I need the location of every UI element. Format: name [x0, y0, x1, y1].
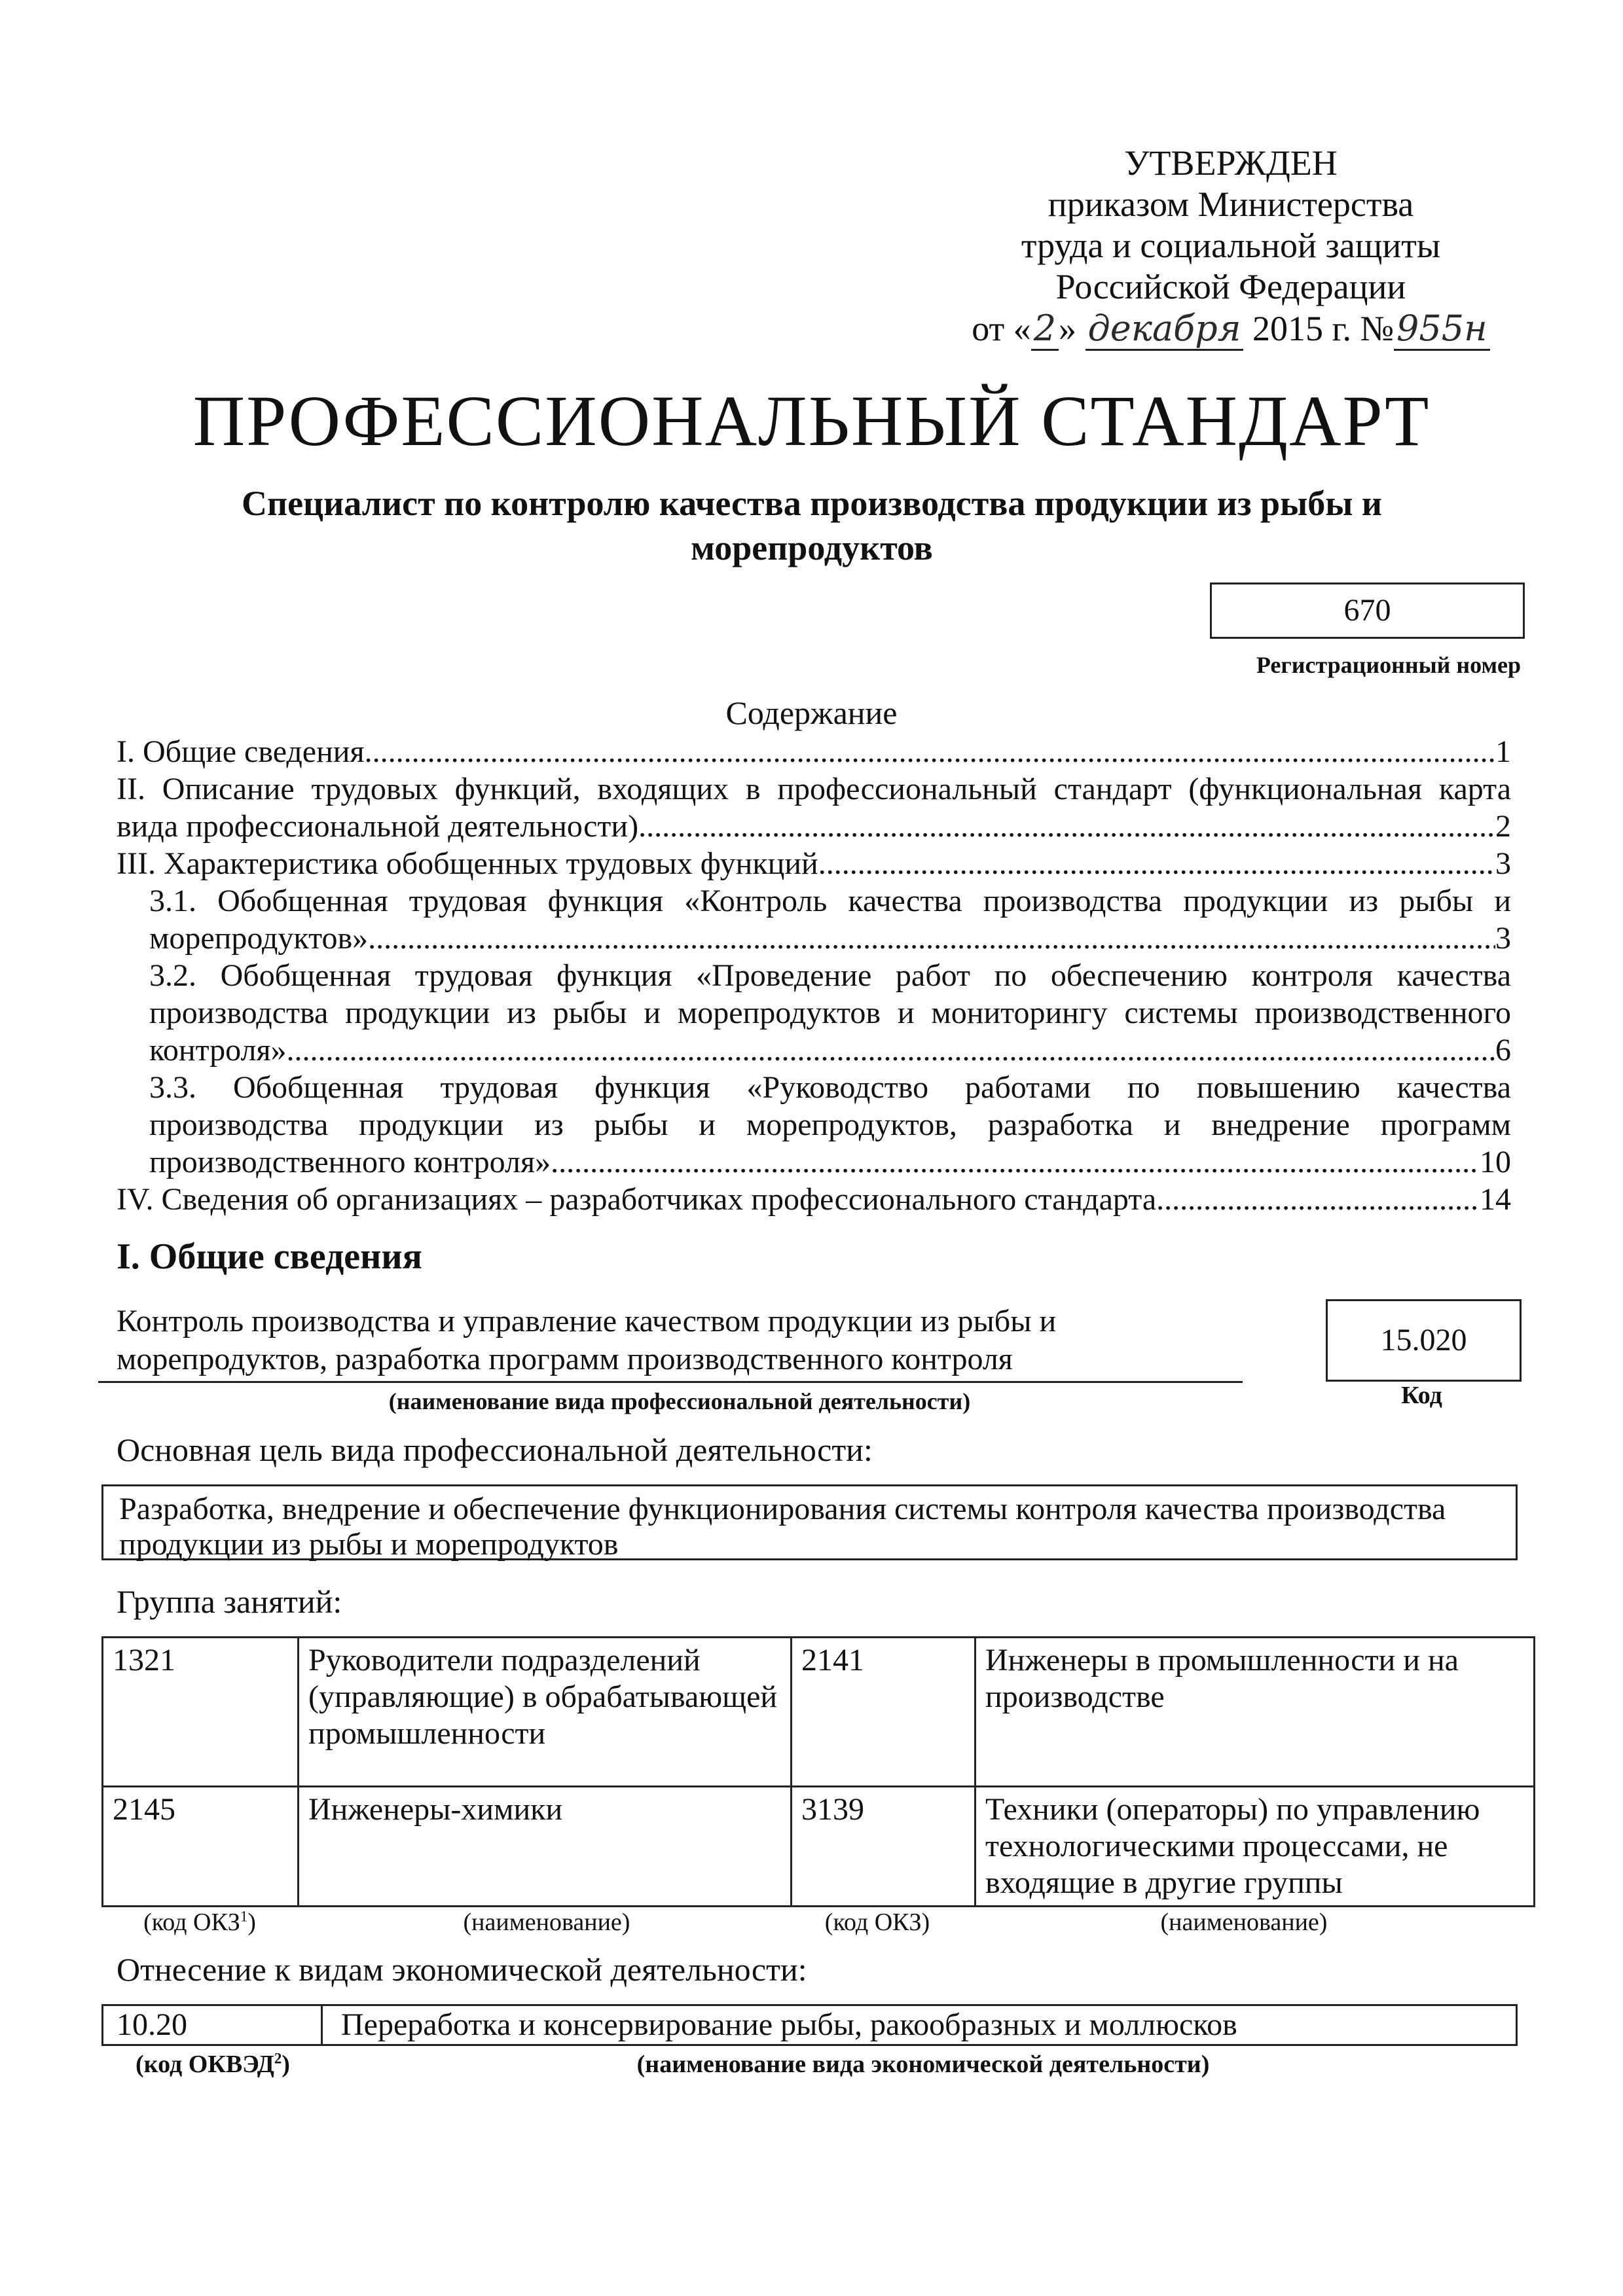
approval-line-4: Российской Федерации [1055, 267, 1406, 306]
occ-code-cell: 2145 [103, 1787, 299, 1907]
toc-entry-3-2[interactable]: 3.2. Обобщенная трудовая функция «Проведение работ по обеспечению контроля качества производства продукции из рыбы и морепродуктов и мониторингу системы производственного контроля» ..... 6 [117, 957, 1511, 1069]
toc-entry-1[interactable]: I. Общие сведения ..... 1 [117, 733, 1511, 770]
occupations-label: Группа занятий: [117, 1583, 342, 1620]
okved-label: Отнесение к видам экономической деятельности: [117, 1951, 807, 1988]
occ-code-cell: 2141 [792, 1638, 976, 1787]
okved-name-caption: (наименование вида экономической деятельности) [636, 2051, 1210, 2078]
okved-code: 10.20 [103, 2006, 323, 2044]
occ-name-cell: Инженеры-химики [299, 1787, 792, 1907]
handwritten-month: декабря [1085, 308, 1244, 351]
okved-code-caption: (код ОКВЭД$^2$) [136, 2050, 290, 2078]
handwritten-day: 2 [1031, 308, 1059, 351]
approval-line-1: УТВЕРЖДЕН [1124, 143, 1338, 183]
toc-entry-2[interactable]: II. Описание трудовых функций, входящих в профессиональный стандарт (функциональная карта вида профессиональной деятельности) ..... 2 [117, 770, 1511, 845]
okved-row [101, 2004, 1518, 2046]
occ-name-cell: Инженеры в промышленности и на производстве [976, 1638, 1535, 1787]
activity-caption: (наименование вида профессиональной деятельности) [388, 1388, 971, 1414]
goal-label: Основная цель вида профессиональной деятельности: [117, 1431, 873, 1468]
document-subtitle: Специалист по контролю качества производства продукции из рыбы и морепродуктов [241, 484, 1383, 567]
okved-name: Переработка и консервирование рыбы, ракообразных и моллюсков [341, 2007, 1237, 2042]
registration-number-label: Регистрационный номер [1256, 652, 1521, 678]
section-1-heading: I. Общие сведения [117, 1236, 422, 1277]
activity-underline [98, 1381, 1243, 1383]
occ-name-cell: Руководители подразделений (управляющие) в обрабатывающей промышленности [299, 1638, 792, 1787]
document-title: ПРОФЕССИОНАЛЬНЫЙ СТАНДАРТ [192, 381, 1431, 461]
registration-number-box: 670 [1210, 583, 1525, 639]
occ-code-cell: 3139 [792, 1787, 976, 1907]
goal-box: Разработка, внедрение и обеспечение функционирования системы контроля качества производства продукции из рыбы и морепродуктов [101, 1484, 1518, 1560]
handwritten-number: 955н [1394, 308, 1490, 351]
table-row [103, 1638, 1535, 1787]
occ-name-cell: Техники (операторы) по управлению технологическими процессами, не входящие в другие группы [976, 1787, 1535, 1907]
approval-block [962, 143, 1499, 350]
toc-entry-3[interactable]: III. Характеристика обобщенных трудовых функций ..... 3 [117, 845, 1511, 882]
occ-code-cell: 1321 [103, 1638, 299, 1787]
activity-code-box: 15.020 [1326, 1299, 1522, 1382]
toc-entry-3-3[interactable]: 3.3. Обобщенная трудовая функция «Руководство работами по повышению качества производства продукции из рыбы и морепродуктов, разработка и внедрение программ производственного контроля» ..... 10 [117, 1069, 1511, 1181]
approval-line-2: приказом Министерства [1048, 185, 1414, 224]
occ-code-caption-1: (код ОКЗ$^1$) [143, 1908, 256, 1936]
table-row [103, 1787, 1535, 1907]
activity-code-caption: Код [1401, 1382, 1442, 1409]
occ-name-caption-2: (наименование) [1160, 1909, 1328, 1936]
approval-date: от «2» декабря 2015 г. №955н [962, 308, 1499, 350]
occ-name-caption-1: (наименование) [463, 1909, 630, 1936]
toc-entry-3-1[interactable]: 3.1. Обобщенная трудовая функция «Контроль качества производства продукции из рыбы и морепродуктов» ..... 3 [117, 882, 1511, 957]
table-of-contents [117, 733, 1511, 1218]
toc-entry-4[interactable]: IV. Сведения об организациях – разработчиках профессионального стандарта ..... 14 [117, 1181, 1511, 1218]
approval-line-3: труда и социальной защиты [1021, 226, 1441, 265]
toc-title: Содержание [725, 694, 898, 731]
occ-code-caption-2: (код ОКЗ) [824, 1909, 930, 1936]
activity-name: Контроль производства и управление качеством продукции из рыбы и морепродуктов, разработка программ производственного контроля [117, 1304, 1057, 1376]
occupations-table [101, 1636, 1535, 1907]
